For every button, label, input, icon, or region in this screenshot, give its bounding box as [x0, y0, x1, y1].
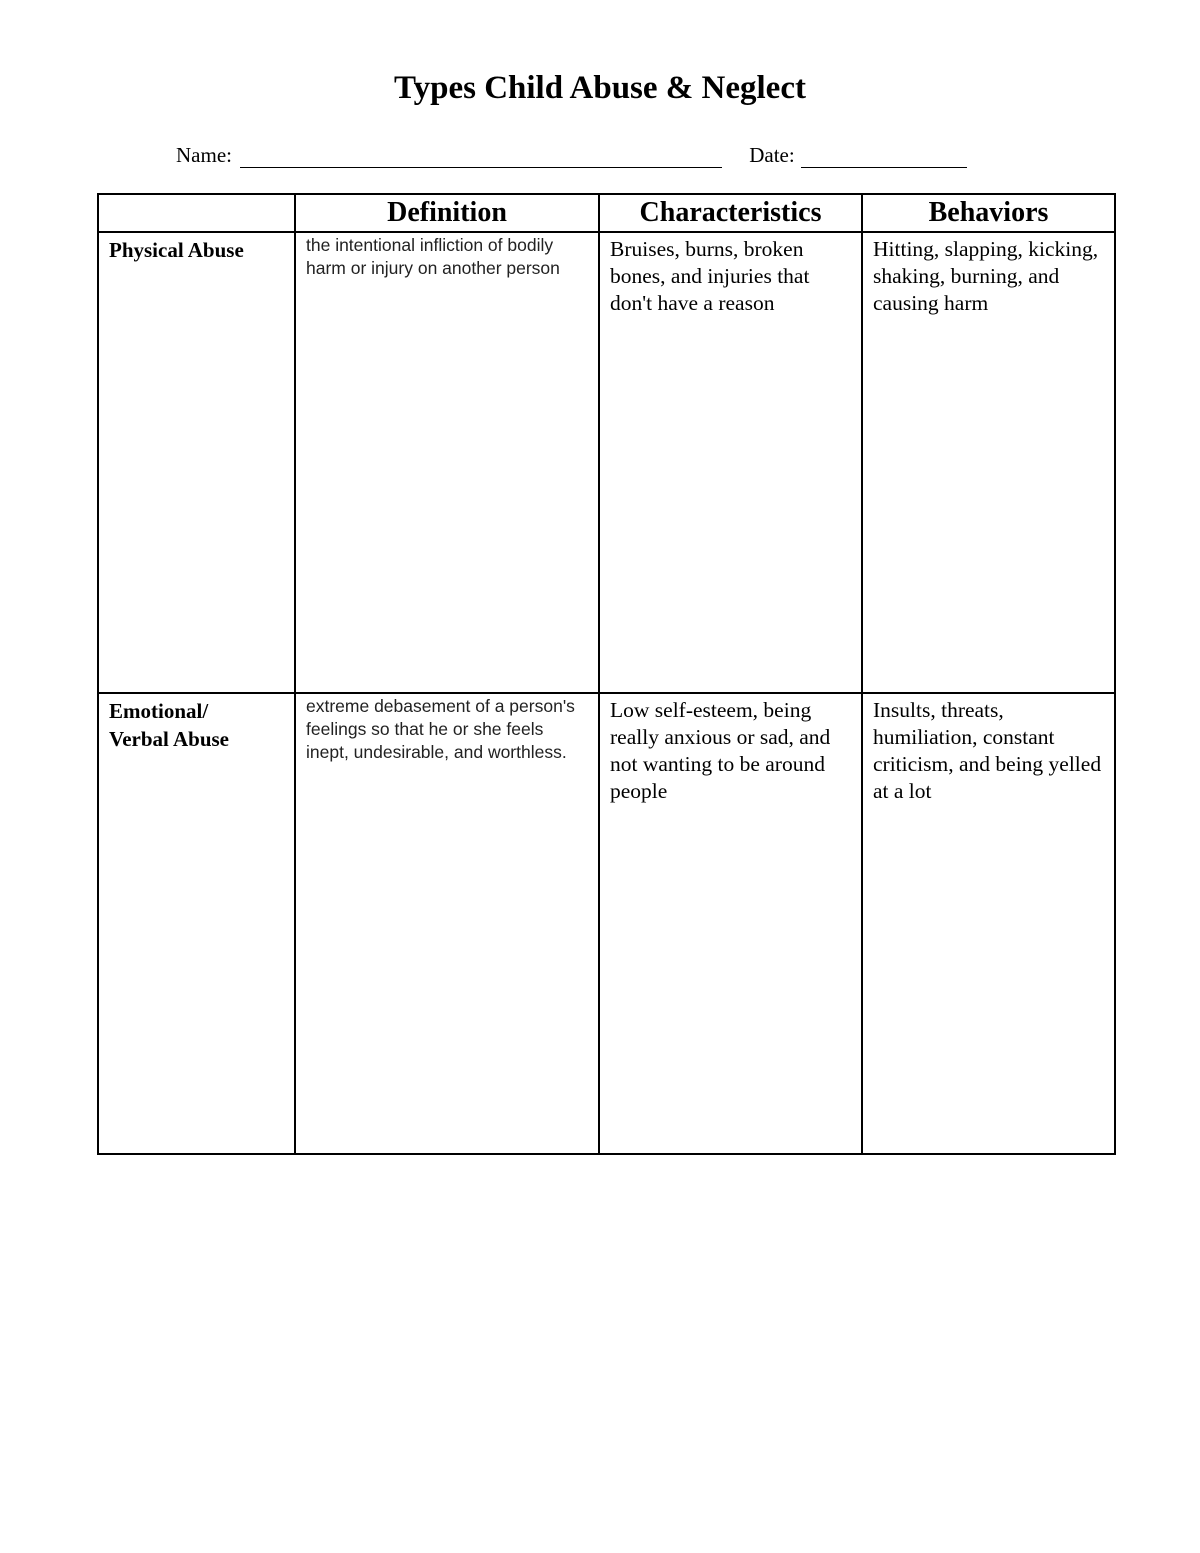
row-label-text: Emotional/ Verbal Abuse — [109, 699, 230, 751]
row-label-physical-abuse: Physical Abuse — [98, 232, 295, 693]
characteristics-cell: Low self-esteem, being really anxious or sad, and not wanting to be around people — [599, 693, 862, 1154]
characteristics-cell: Bruises, burns, broken bones, and injuries that don't have a reason — [599, 232, 862, 693]
definition-cell: the intentional infliction of bodily harm or injury on another person — [295, 232, 599, 693]
behaviors-cell: Hitting, slapping, kicking, shaking, burning, and causing harm — [862, 232, 1115, 693]
page-title: Types Child Abuse & Neglect — [394, 70, 806, 106]
header-empty-cell — [98, 194, 295, 232]
name-date-line — [176, 143, 967, 168]
table-header-row — [98, 194, 1115, 232]
header-behaviors: Behaviors — [862, 194, 1115, 232]
name-label: Name: — [176, 143, 232, 167]
header-definition: Definition — [295, 194, 599, 232]
date-label: Date: — [749, 143, 795, 167]
behaviors-cell: Insults, threats, humiliation, constant criticism, and being yelled at a lot — [862, 693, 1115, 1154]
abuse-types-table — [97, 193, 1116, 1155]
table-row — [98, 693, 1115, 1154]
definition-cell: extreme debasement of a person's feelings so that he or she feels inept, undesirable, and worthless. — [295, 693, 599, 1154]
row-label-emotional-verbal-abuse — [98, 693, 295, 1154]
header-characteristics: Characteristics — [599, 194, 862, 232]
date-blank-field[interactable] — [801, 147, 967, 168]
table-row — [98, 232, 1115, 693]
name-blank-field[interactable] — [240, 147, 722, 168]
